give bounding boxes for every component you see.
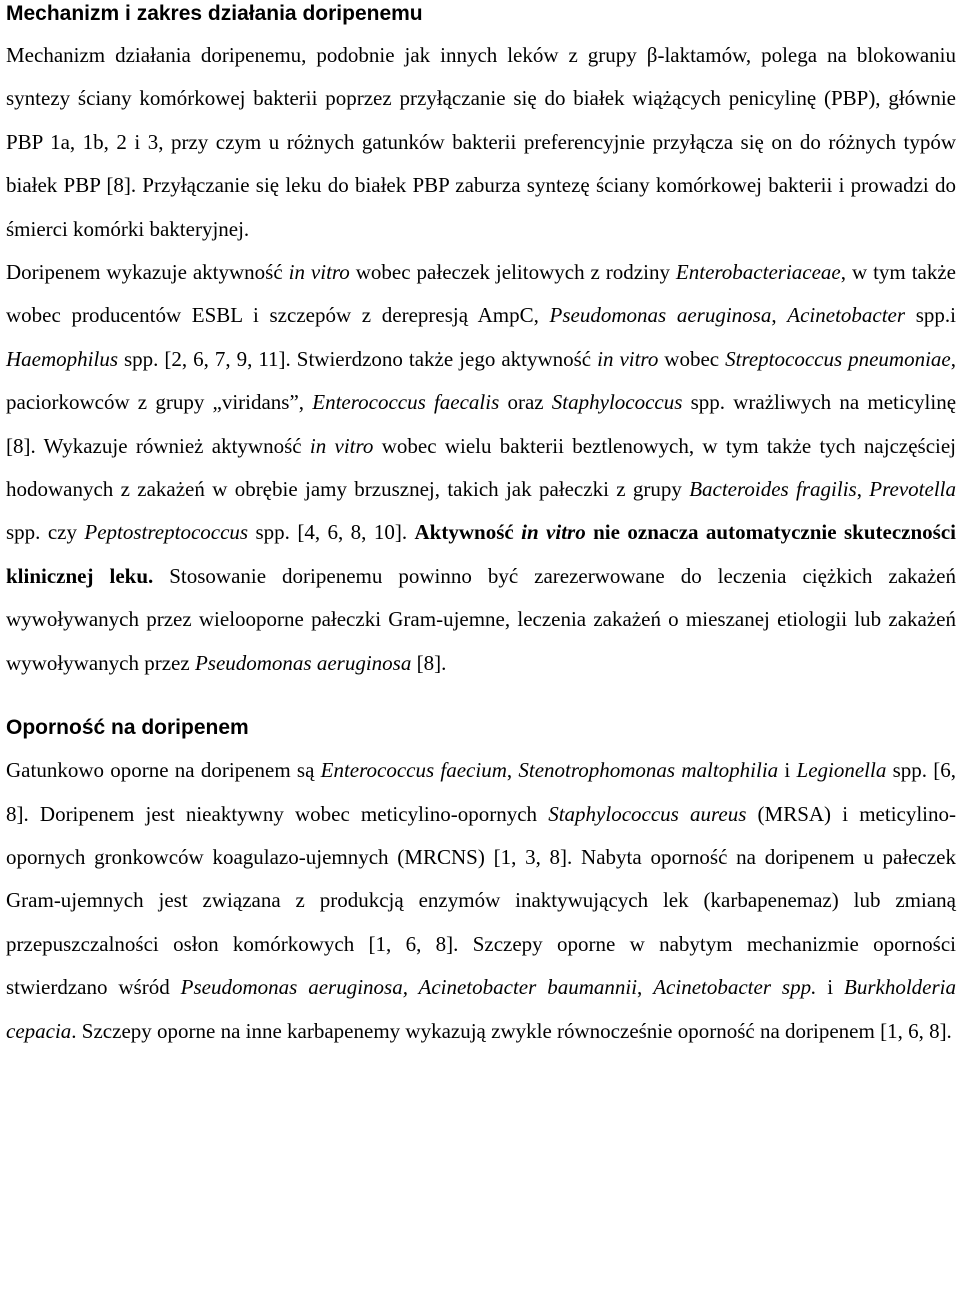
italic-text-run: Stenotrophomonas maltophilia — [518, 758, 779, 783]
italic-text-run: Acinetobacter — [787, 303, 906, 328]
text-run: wobec — [658, 346, 726, 371]
text-run: , — [856, 477, 870, 502]
bold-text-run: nie oznacza automatycznie skuteczności klinicznej leku. — [6, 520, 956, 588]
paragraph-activity — [6, 251, 956, 685]
text-run: Gatunkowo oporne na doripenem są — [6, 758, 321, 783]
italic-text-run: Prevotella — [869, 477, 956, 502]
italic-text-run: Enterobacteriaceae — [675, 260, 841, 285]
text-run: [8]. — [411, 650, 447, 675]
italic-text-run: Haemophilus — [6, 346, 118, 371]
paragraph-resistance — [6, 749, 956, 1053]
document-page — [6, 0, 956, 1053]
bold-text-run: Aktywność — [414, 520, 522, 545]
text-run: . Szczepy oporne na inne karbapenemy wykazują zwykle równocześnie oporność na doripenem [1, 6, 8]. — [71, 1018, 952, 1043]
text-run: spp. [4, 6, 8, 10]. — [248, 520, 415, 545]
text-run: oraz — [499, 390, 552, 415]
text-run: i — [778, 758, 797, 783]
text-run: , w tym także wobec producentów ESBL i szczepów z derepresją AmpC, — [6, 260, 957, 328]
italic-text-run: in vitro — [597, 346, 659, 371]
section-heading-mechanism: Mechanizm i zakres działania doripenemu — [6, 2, 423, 25]
italic-text-run: Pseudomonas aeruginosa — [194, 650, 412, 675]
italic-text-run: Staphylococcus — [551, 390, 683, 415]
text-run: spp. [6, 8]. Doripenem jest nieaktywny wobec meticylino-opornych — [6, 758, 956, 826]
text-run: Stosowanie doripenemu powinno być zarezerwowane do leczenia ciężkich zakażeń wywoływanych przez wielooporne pałeczki Gram-ujemne, leczenia zakażeń o mieszanej etiologii lub zakażeń wywoływanych przez — [6, 563, 956, 675]
text-run: , paciorkowców z grupy „viridans”, — [6, 346, 957, 415]
italic-text-run: Legionella — [796, 758, 887, 783]
italic-text-run: Enterococcus faecalis — [312, 390, 500, 415]
text-run: spp. czy — [6, 520, 85, 545]
text-run: , — [771, 303, 788, 328]
italic-text-run: Pseudomonas aeruginosa, Acinetobacter baumannii — [180, 975, 638, 1000]
section-heading-resistance: Oporność na doripenem — [6, 716, 249, 740]
italic-text-run: Streptococcus pneumoniae — [725, 346, 951, 371]
italic-text-run: in vitro — [288, 260, 350, 285]
italic-text-run: Bacteroides fragilis — [689, 477, 857, 502]
italic-text-run: Burkholderia cepacia — [6, 975, 957, 1043]
text-run: Mechanizm działania doripenemu, podobnie jak innych leków z grupy β-laktamów, polega na blokowaniu syntezy ściany komórkowej bakterii poprzez przyłączanie się do białek wiążących penicylinę (PBP), głównie PBP 1a, 1b, 2 i 3, przy czym u różnych gatunków bakterii preferencyjnie przyłącza się on do różnych typów białek PBP [8]. Przyłączanie się leku do białek PBP zaburza syntezę ściany komórkowej bakterii i prowadzi do śmierci komórki bakteryjnej. — [6, 43, 956, 241]
text-run: i — [816, 975, 845, 1000]
bold-text-run: in vitro — [521, 520, 586, 545]
text-run: , — [637, 975, 654, 1000]
text-run: , — [506, 758, 519, 783]
paragraph-mechanism — [6, 34, 956, 251]
italic-text-run: Acinetobacter spp. — [653, 975, 817, 1000]
italic-text-run: Peptostreptococcus — [84, 520, 249, 545]
text-run: spp.i — [905, 303, 956, 328]
italic-text-run: Enterococcus faecium — [320, 758, 507, 783]
text-run: wobec wielu bakterii beztlenowych, w tym także tych najczęściej hodowanych z zakażeń w obrębie jamy brzusznej, takich jak pałeczki z grupy — [6, 433, 957, 502]
italic-text-run: Pseudomonas aeruginosa — [549, 303, 772, 328]
text-run: wobec pałeczek jelitowych z rodziny — [349, 260, 676, 285]
text-run: (MRSA) i meticylino-opornych gronkowców koagulazo-ujemnych (MRCNS) [1, 3, 8]. Nabyta oporność na doripenem u pałeczek Gram-ujemnych jest związana z produkcją enzymów inaktywujących lek (karbapenemaz) lub zmianą przepuszczalności osłon komórkowych [1, 6, 8]. Szczepy oporne w nabytym mechanizmie oporności stwierdzano wśród — [6, 801, 957, 1000]
text-run: spp. [2, 6, 7, 9, 11]. Stwierdzono także jego aktywność — [118, 346, 598, 371]
italic-text-run: in vitro — [309, 433, 374, 458]
text-run: spp. wrażliwych na meticylinę [8]. Wykazuje również aktywność — [6, 390, 957, 458]
text-run: Doripenem wykazuje aktywność — [6, 260, 289, 285]
italic-text-run: Staphylococcus aureus — [548, 801, 747, 826]
